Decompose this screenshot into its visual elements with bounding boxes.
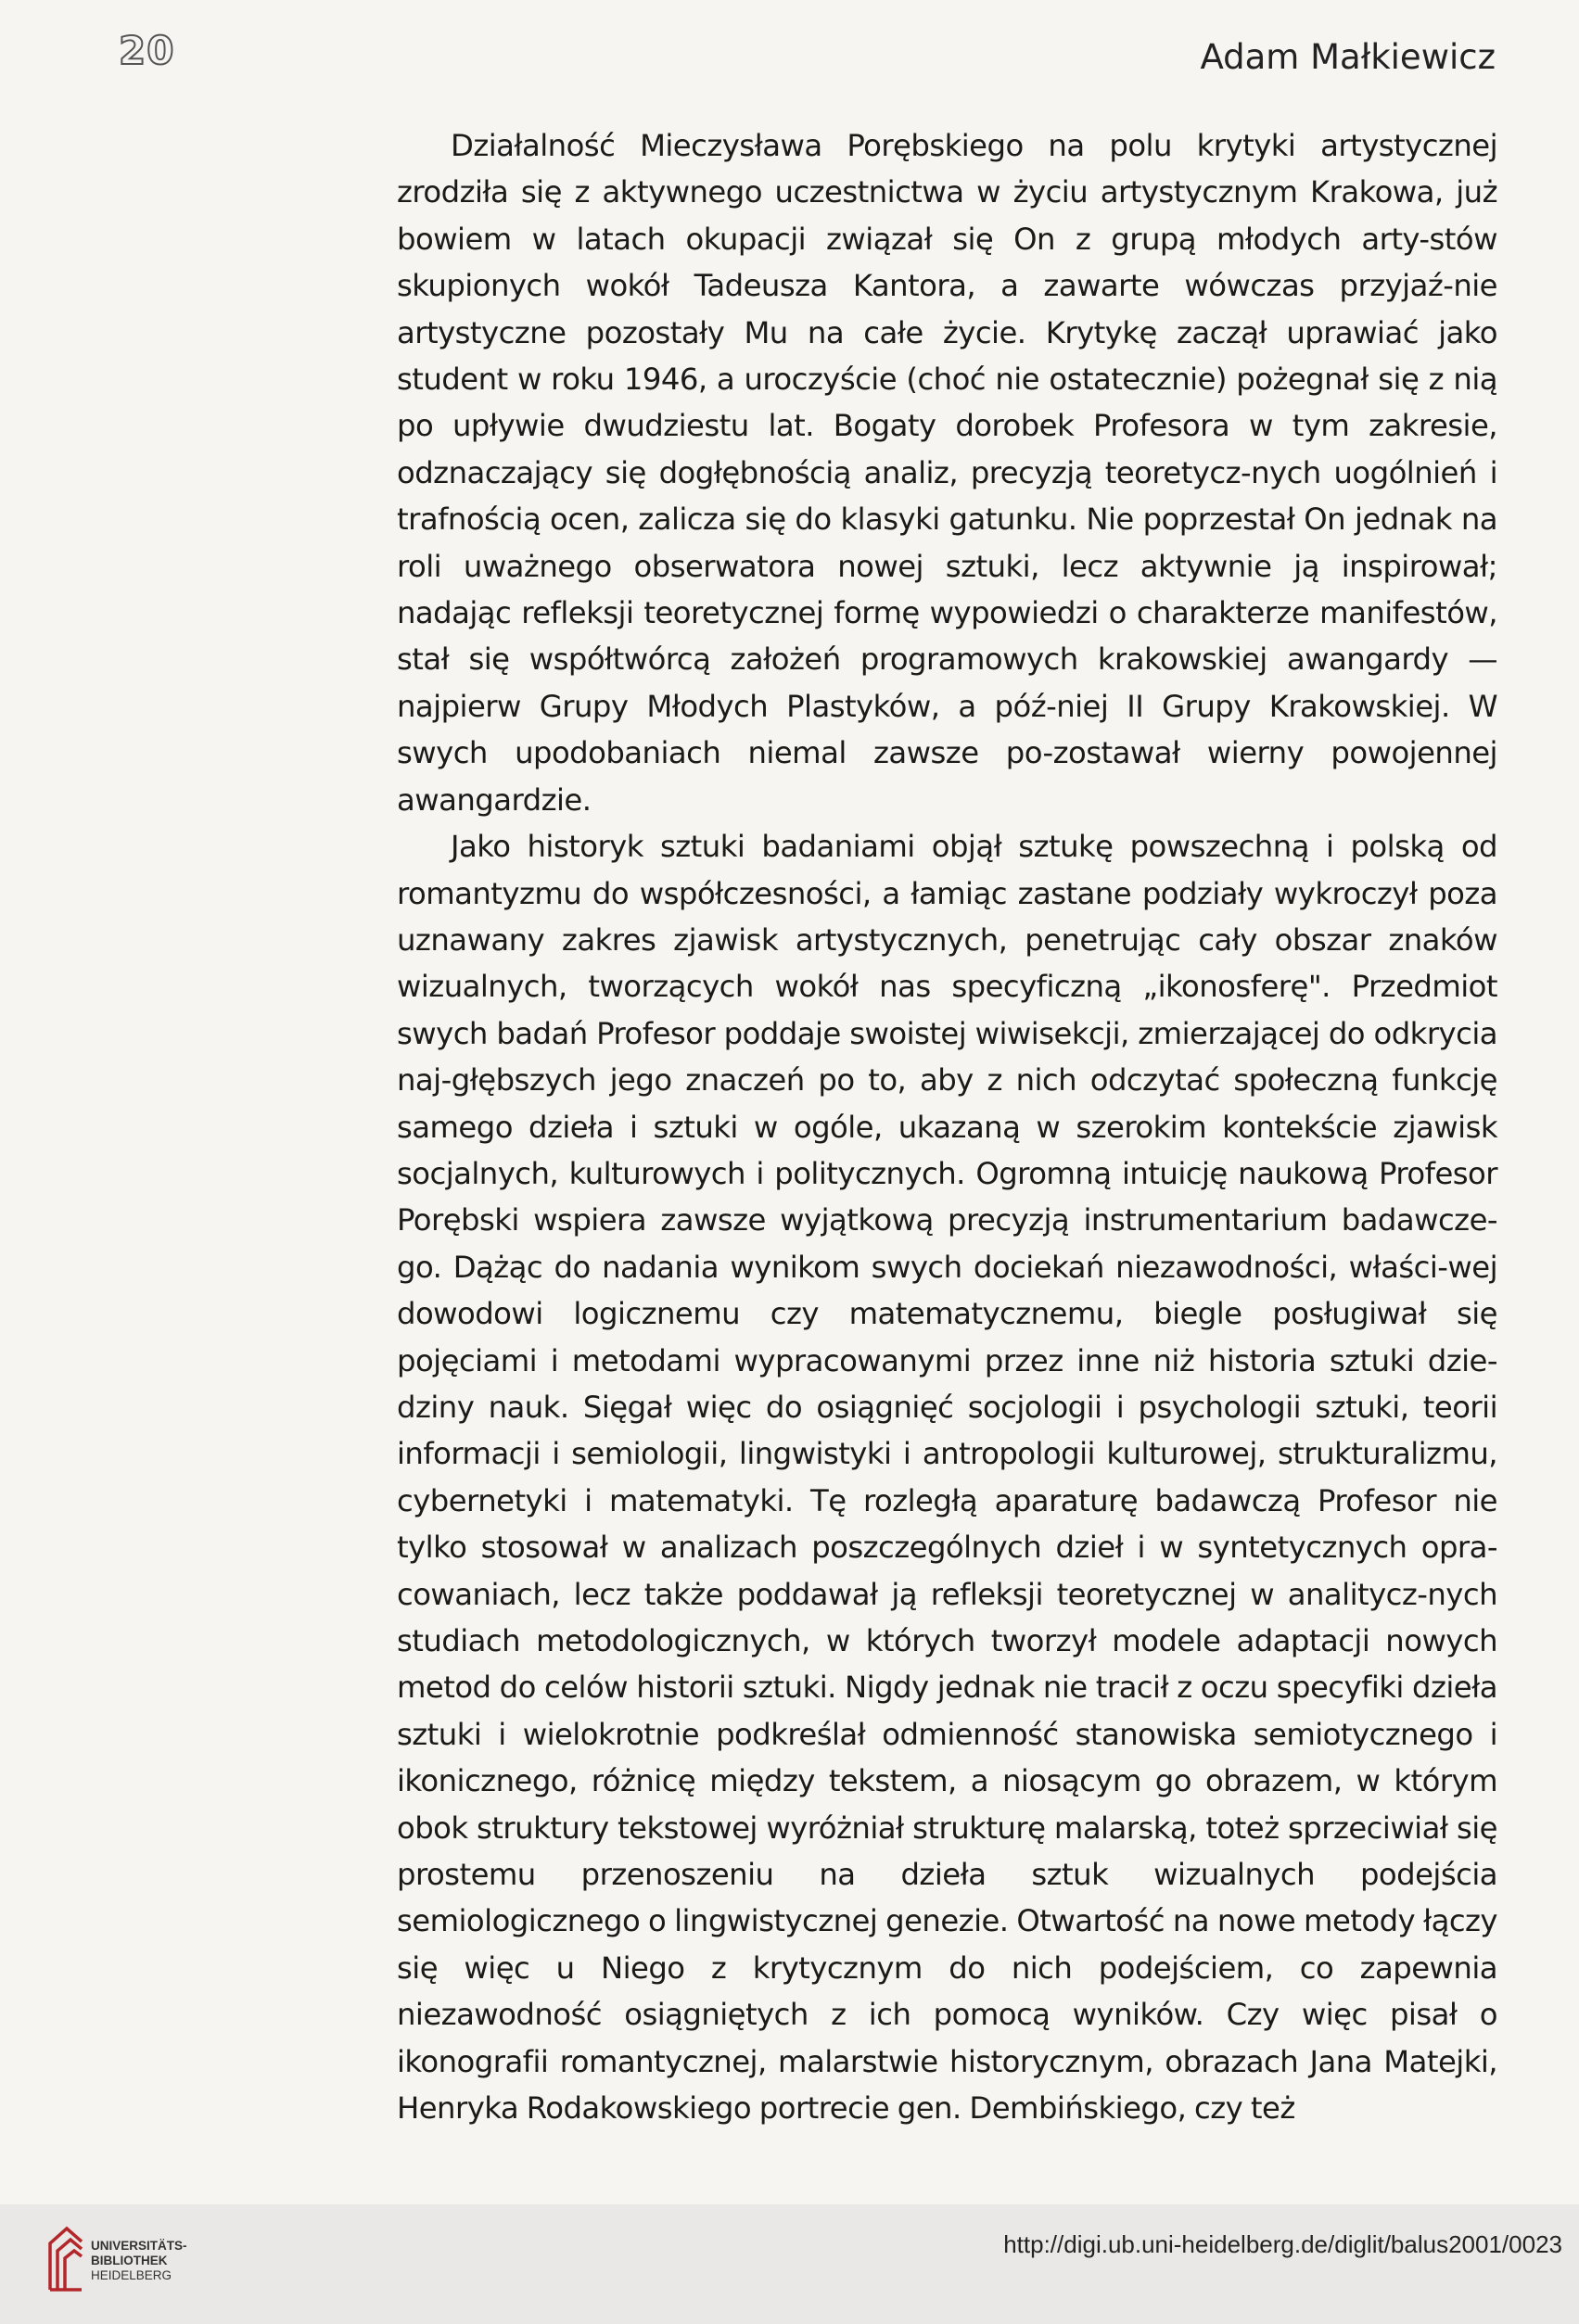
university-library-logo-icon [45,2223,85,2295]
digitization-footer [0,2204,1579,2324]
paragraph-1: Działalność Mieczysława Porębskiego na polu krytyki artystycznej zrodziła się z aktywnego uczestnictwa w życiu artystycznym Krakowa, już bowiem w latach okupacji związał się On z grupą młodych arty-stów skupionych wokół Tadeusza Kantora, a zawarte wówczas przyjaź-nie artystyczne pozostały Mu na całe życie. Krytykę zaczął uprawiać jako student w roku 1946, a uroczyście (choć nie ostatecznie) pożegnał się z nią po upływie dwudziestu lat. Bogaty dorobek Profesora w tym zakresie, odznaczający się dogłębnością analiz, precyzją teoretycz-nych uogólnień i trafnością ocen, zalicza się do klasyki gatunku. Nie poprzestał On jednak na roli uważnego obserwatora nowej sztuki, lecz aktywnie ją inspirował; nadając refleksji teoretycznej formę wypowiedzi o charakterze manifestów, stał się współtwórcą założeń programowych krakowskiej awangardy — najpierw Grupy Młodych Plastyków, a póź-niej II Grupy Krakowskiej. W swych upodobaniach niemal zawsze po-zostawał wierny powojennej awangardzie. [397,128,1497,818]
running-head-author: Adam Małkiewicz [1200,37,1496,77]
source-url-link[interactable]: http://digi.ub.uni-heidelberg.de/diglit/balus2001/0023 [1003,2230,1562,2258]
library-name-line-3: HEIDELBERG [91,2268,172,2282]
library-name-line-1: UNIVERSITÄTS- [91,2239,187,2253]
paragraph-2: Jako historyk sztuki badaniami objął sztukę powszechną i polską od romantyzmu do współczesności, a łamiąc zastane podziały wykroczył poza uznawany zakres zjawisk artystycznych, penetrując cały obszar znaków wizualnych, tworzących wokół nas specyficzną „ikonosferę". Przedmiot swych badań Profesor poddaje swoistej wiwisekcji, zmierzającej do odkrycia naj-głębszych jego znaczeń po to, aby z nich odczytać społeczną funkcję samego dzieła i sztuki w ogóle, ukazaną w szerokim kontekście zjawisk socjalnych, kulturowych i politycznych. Ogromną intuicję naukową Profesor Porębski wspiera zawsze wyjątkową precyzją instrumentarium badawcze-go. Dążąc do nadania wynikom swych dociekań niezawodności, właści-wej dowodowi logicznemu czy matematycznemu, biegle posługiwał się pojęciami i metodami wypracowanymi przez inne niż historia sztuki dzie-dziny nauk. Sięgał więc do osiągnięć socjologii i psychologii sztuki, teorii informacji i semiologii, lingwistyki i antropologii kulturowej, strukturalizmu, cybernetyki i matematyki. Tę rozległą aparaturę badawczą Profesor nie tylko stosował w analizach poszczególnych dzieł i w syntetycznych opra-cowaniach, lecz także poddawał ją refleksji teoretycznej w analitycz-nych studiach metodologicznych, w których tworzył modele adaptacji nowych metod do celów historii sztuki. Nigdy jednak nie tracił z oczu specyfiki dzieła sztuki i wielokrotnie podkreślał odmienność stanowiska semiotycznego i ikonicznego, różnicę między tekstem, a niosącym go obrazem, w którym obok struktury tekstowej wyróżniał strukturę malarską, toteż sprzeciwiał się prostemu przenoszeniu na dzieła sztuk wizualnych podejścia semiologicznego o lingwistycznej genezie. Otwartość na nowe metody łączy się więc u Niego z krytycznym do nich podejściem, co zapewnia niezawodność osiągniętych z ich pomocą wyników. Czy więc pisał o ikonografii romantycznej, malarstwie historycznym, obrazach Jana Matejki, Henryka Rodakowskiego portrecie gen. Dembińskiego, czy też [397,829,1497,2127]
page-number: 20 [119,28,175,73]
library-name [91,2239,187,2283]
library-name-line-2: BIBLIOTHEK [91,2254,168,2267]
body-text [397,122,1497,2131]
